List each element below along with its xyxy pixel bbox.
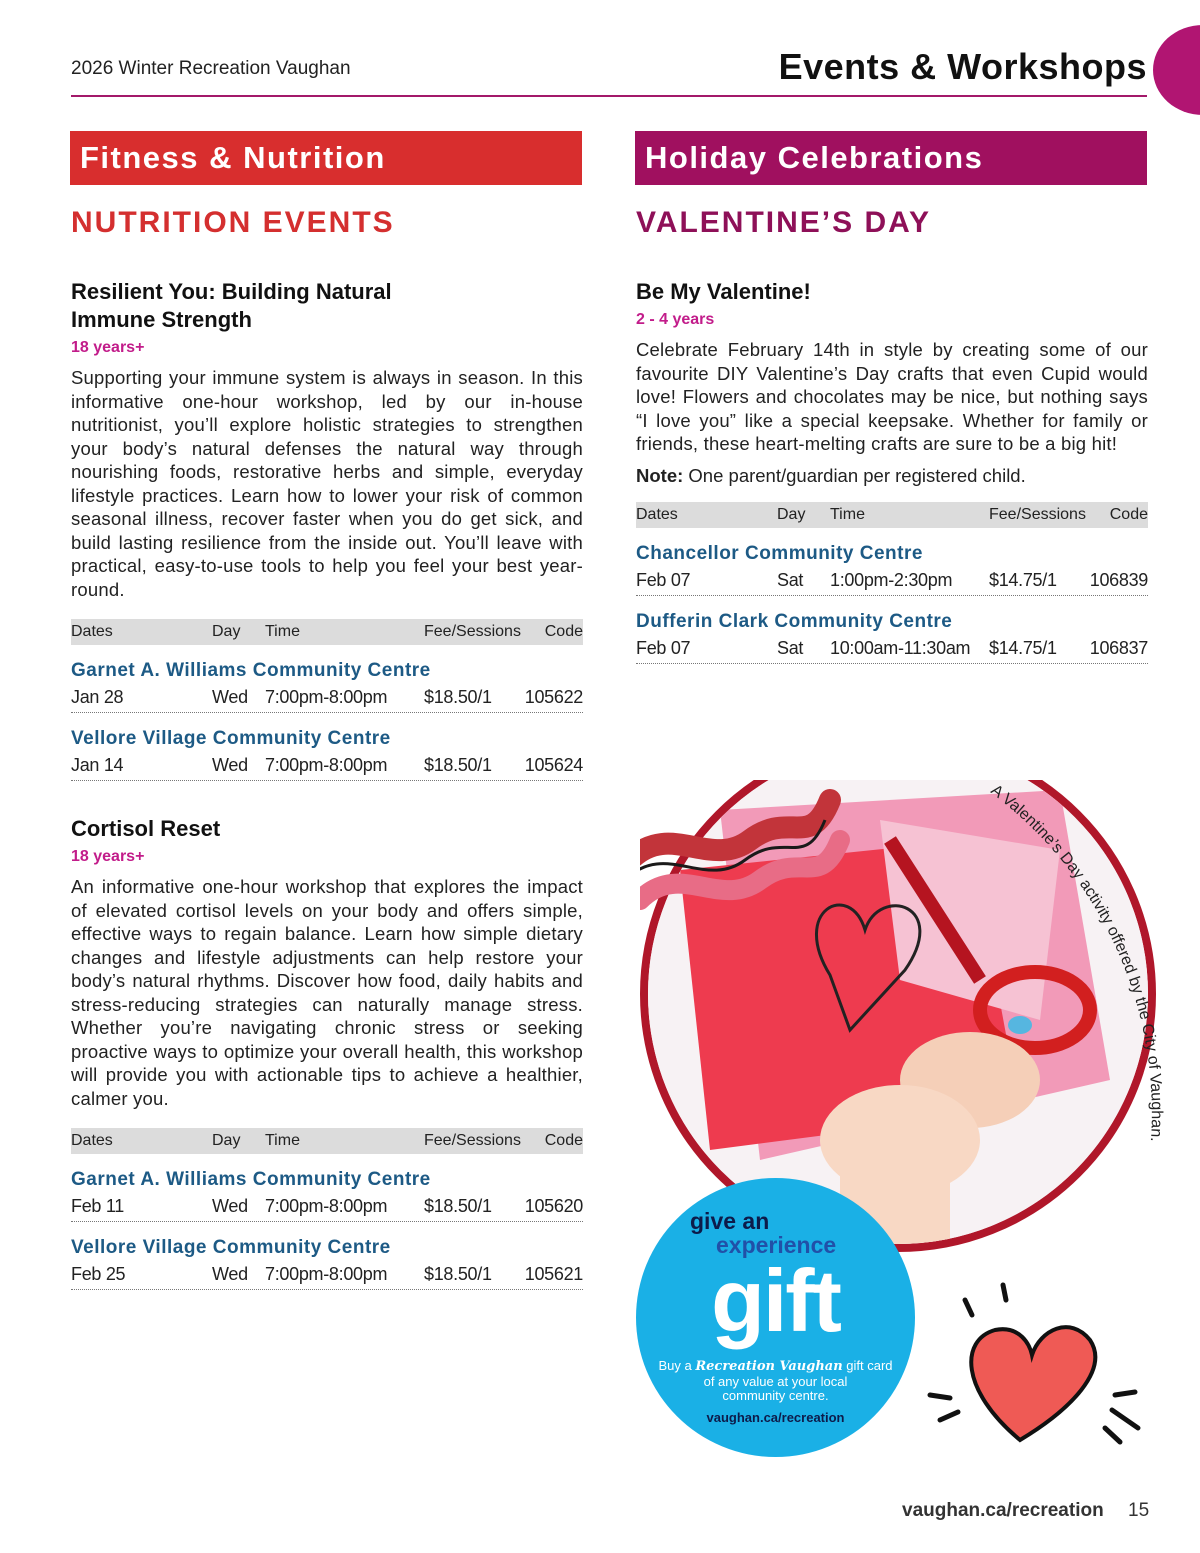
gift-heading-2: experience	[716, 1232, 837, 1258]
row-time: 7:00pm-8:00pm	[265, 755, 388, 775]
section-tab-marker	[1153, 25, 1200, 115]
col-code: Code	[544, 1132, 583, 1149]
gift-card-text: gift card	[842, 1358, 893, 1373]
row-code: 106839	[1089, 569, 1148, 590]
col-day: Day	[212, 623, 241, 640]
row-day: Wed	[212, 687, 248, 707]
page-number: 15	[1128, 1500, 1150, 1521]
gift-text-line	[636, 1358, 915, 1374]
table-header	[71, 619, 583, 645]
event-title	[71, 278, 583, 334]
col-dates: Dates	[71, 1132, 113, 1149]
event-title: Cortisol Reset	[71, 816, 221, 841]
col-dates: Dates	[636, 505, 678, 523]
row-code: 105620	[524, 1196, 583, 1216]
location-name: Vellore Village Community Centre	[71, 728, 391, 749]
row-time: 1:00pm-2:30pm	[830, 569, 953, 590]
event-description: Celebrate February 14th in style by creating some of our favourite DIY Valentine’s Day crafts that even Cupid would love! Flowers and chocolates may be nice, but nothing says “I love you” like a special keepsake. Whether for family or friends, these heart-melting crafts are sure to be a big hit!	[636, 339, 1148, 454]
schedule-table	[71, 1128, 583, 1290]
event-title: Be My Valentine!	[636, 279, 811, 304]
event-age: 18 years+	[71, 848, 145, 865]
row-fee: $18.50/1	[424, 1196, 492, 1216]
event-note	[636, 464, 1148, 488]
row-day: Wed	[212, 1264, 248, 1284]
row-fee: $18.50/1	[424, 755, 492, 775]
row-day: Wed	[212, 1196, 248, 1216]
row-fee: $14.75/1	[989, 637, 1057, 658]
row-code: 106837	[1089, 637, 1148, 658]
gift-brand: Recreation Vaughan	[695, 1359, 843, 1374]
section-title: Events & Workshops	[778, 46, 1147, 87]
note-text: One parent/guardian per registered child.	[683, 464, 1026, 486]
left-column	[71, 278, 583, 1290]
row-date: Feb 25	[71, 1264, 126, 1284]
gift-text-line: of any value at your local	[703, 1374, 848, 1389]
photo-caption	[985, 782, 1185, 1182]
publication-title: 2026 Winter Recreation Vaughan	[71, 58, 351, 79]
table-row	[636, 566, 1148, 596]
table-header	[636, 502, 1148, 528]
subhead-nutrition: NUTRITION EVENTS	[71, 206, 395, 239]
col-time: Time	[830, 505, 865, 523]
col-dates: Dates	[71, 623, 113, 640]
right-column	[636, 278, 1148, 664]
event-description: An informative one-hour workshop that explores the impact of elevated cortisol levels on your body and offers simple, effective ways to regain balance. Learn how simple dietary changes and lifestyle adjustments can help restore your body’s natural rhythms. Discover how food, daily habits and stress-reducing strategies can naturally manage stress. Whether you’re navigating chronic stress or seeking proactive ways to optimize your overall health, this workshop will provide you with actionable tips to achieve a healthier, calmer you.	[71, 876, 583, 1109]
col-fee: Fee/Sessions	[424, 623, 521, 640]
gift-buy: Buy a	[658, 1358, 696, 1373]
event-cortisol-reset	[71, 815, 583, 1290]
table-row	[71, 1192, 583, 1222]
row-code: 105622	[524, 687, 583, 707]
location-name: Garnet A. Williams Community Centre	[71, 660, 431, 681]
gift-url-link[interactable]: vaughan.ca/recreation	[706, 1410, 845, 1425]
row-code: 105621	[524, 1264, 583, 1284]
subhead-valentines: VALENTINE’S DAY	[636, 206, 932, 239]
row-fee: $18.50/1	[424, 687, 492, 707]
row-date: Feb 11	[71, 1196, 124, 1216]
footer-url[interactable]: vaughan.ca/recreation	[902, 1500, 1104, 1521]
col-time: Time	[265, 1132, 300, 1149]
event-resilient-you	[71, 278, 583, 781]
heart-icon	[920, 1280, 1170, 1480]
col-day: Day	[212, 1132, 241, 1149]
location-name: Dufferin Clark Community Centre	[636, 610, 953, 632]
col-time: Time	[265, 623, 300, 640]
gift-heading-big: gift	[711, 1251, 840, 1350]
row-day: Sat	[777, 637, 804, 658]
table-row	[636, 634, 1148, 664]
row-time: 10:00am-11:30am	[830, 637, 971, 658]
row-fee: $18.50/1	[424, 1264, 492, 1284]
row-time: 7:00pm-8:00pm	[265, 687, 388, 707]
photo-caption-text: A Valentine’s Day activity offered by the City of Vaughan.	[987, 782, 1165, 1143]
event-age: 18 years+	[71, 339, 145, 356]
col-day: Day	[777, 505, 806, 523]
col-code: Code	[544, 623, 583, 640]
schedule-table	[71, 619, 583, 781]
schedule-table	[636, 502, 1148, 664]
row-date: Feb 07	[636, 637, 691, 658]
col-fee: Fee/Sessions	[989, 505, 1086, 523]
note-label: Note:	[636, 464, 684, 486]
location-name: Chancellor Community Centre	[636, 542, 923, 564]
gift-card-promo	[636, 1178, 915, 1457]
row-date: Jan 28	[71, 687, 124, 707]
event-age: 2 - 4 years	[636, 311, 715, 328]
header-rule	[71, 95, 1147, 97]
col-code: Code	[1109, 505, 1148, 523]
location-name: Vellore Village Community Centre	[71, 1237, 391, 1258]
row-code: 105624	[524, 755, 583, 775]
row-day: Wed	[212, 755, 248, 775]
row-fee: $14.75/1	[989, 569, 1057, 590]
col-fee: Fee/Sessions	[424, 1132, 521, 1149]
table-row	[71, 1260, 583, 1290]
gift-text-line: community centre.	[722, 1388, 829, 1403]
category-banner-holiday: Holiday Celebrations	[635, 131, 1147, 185]
gift-heading-1: give an	[690, 1208, 770, 1234]
event-description: Supporting your immune system is always in season. In this informative one-hour workshop, led by our in-house nutritionist, you’ll explore holistic strategies to strengthen your body’s natural defenses the natural way through nourishing foods, restorative herbs and simple, everyday lifestyle practices. Learn how to lower your risk of common seasonal illness, recover faster when you do get sick, and build lasting resilience from the inside out. You’ll leave with practical, easy-to-use tools to help you feel your best year-round.	[71, 367, 583, 600]
event-title-line: Resilient You: Building Natural	[71, 279, 392, 304]
row-day: Sat	[777, 569, 804, 590]
row-time: 7:00pm-8:00pm	[265, 1264, 388, 1284]
table-row	[71, 751, 583, 781]
row-time: 7:00pm-8:00pm	[265, 1196, 388, 1216]
row-date: Jan 14	[71, 755, 124, 775]
row-date: Feb 07	[636, 569, 691, 590]
location-name: Garnet A. Williams Community Centre	[71, 1169, 431, 1190]
table-header	[71, 1128, 583, 1154]
category-banner-fitness: Fitness & Nutrition	[70, 131, 582, 185]
event-title-line: Immune Strength	[71, 307, 252, 332]
table-row	[71, 683, 583, 713]
svg-text:A Valentine’s Day activity off	[988, 782, 1165, 1142]
